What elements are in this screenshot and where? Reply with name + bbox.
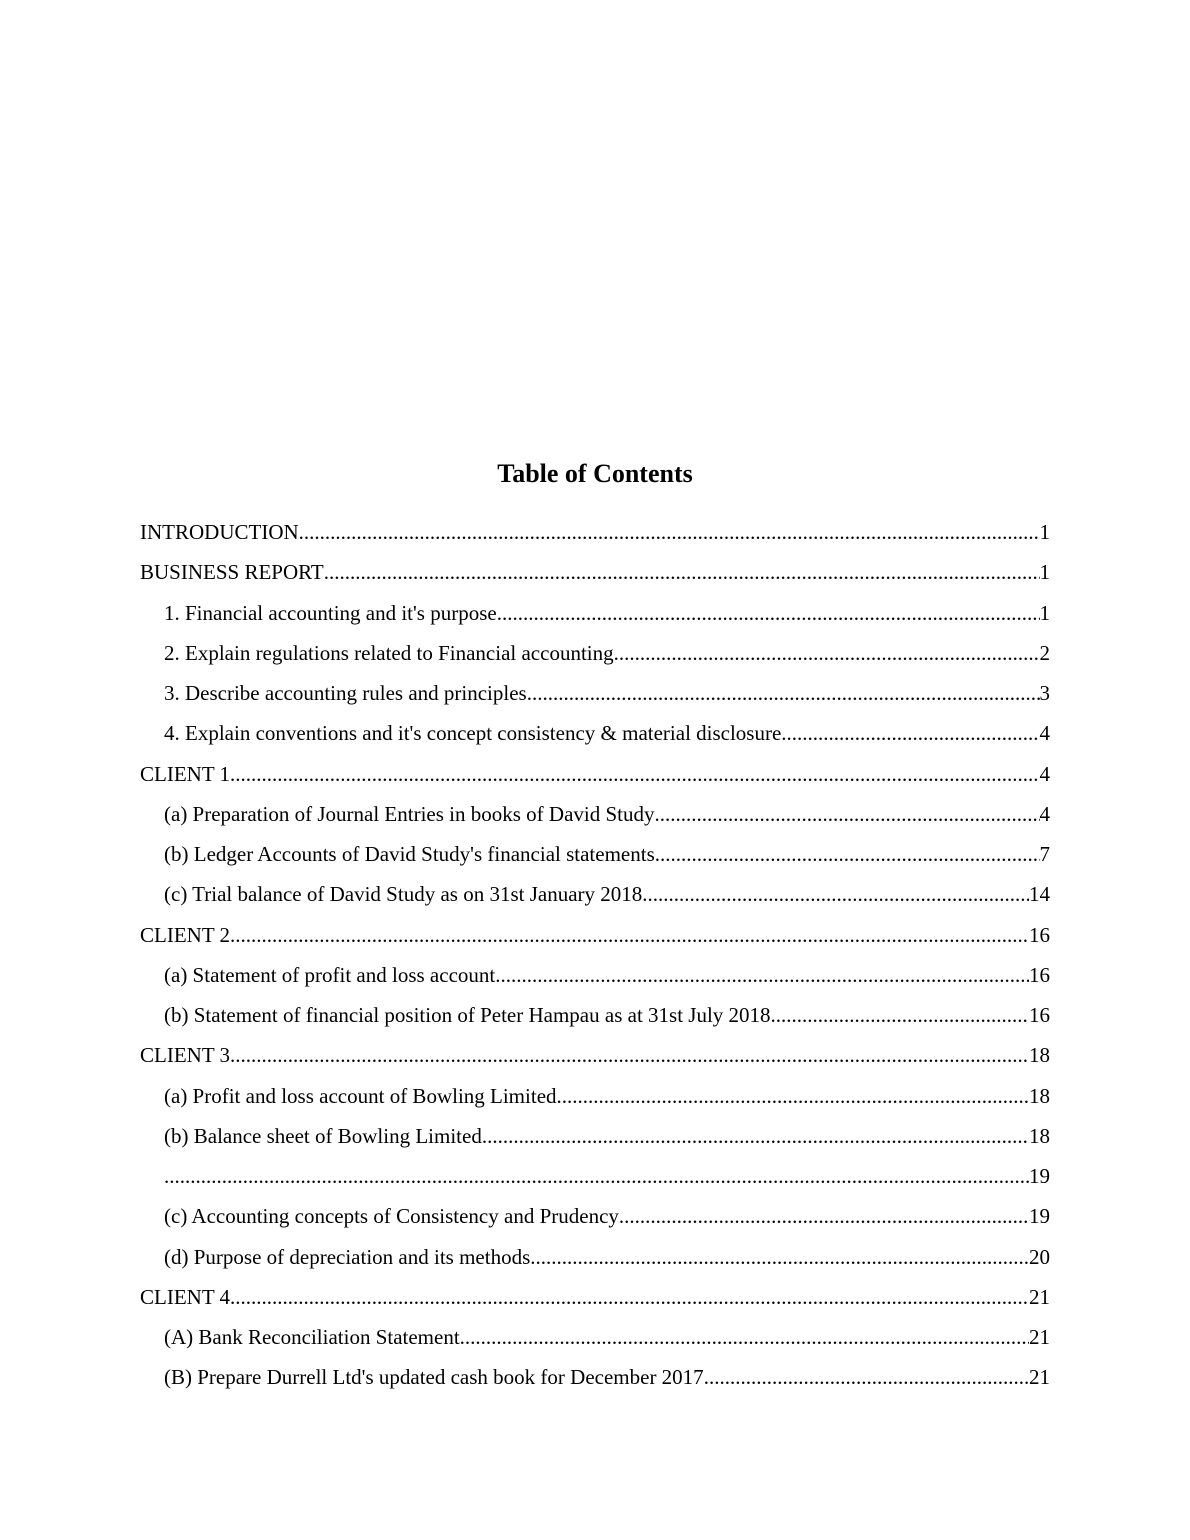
toc-entry[interactable] bbox=[140, 995, 1050, 1035]
toc-entry-text: CLIENT 1 bbox=[140, 761, 231, 786]
toc-dot-leader bbox=[530, 1237, 1029, 1277]
toc-entry-page-number: 14 bbox=[1029, 882, 1050, 907]
toc-entry-text: (b) Ledger Accounts of David Study's financial statements bbox=[164, 842, 655, 866]
toc-title: Table of Contents bbox=[497, 459, 693, 488]
toc-entry-page-number: 4 bbox=[1039, 801, 1050, 826]
toc-entry[interactable] bbox=[140, 593, 1050, 633]
toc-entry-page-number: 21 bbox=[1029, 1284, 1050, 1309]
toc-entry-text: INTRODUCTION bbox=[140, 520, 299, 544]
toc-dot-leader bbox=[324, 552, 1040, 592]
toc-dot-leader bbox=[164, 1156, 1029, 1196]
toc-entry-page-number: 18 bbox=[1029, 1043, 1050, 1068]
toc-dot-leader bbox=[527, 673, 1040, 713]
toc-dot-leader bbox=[230, 1035, 1029, 1075]
toc-entry-text: (A) Bank Reconciliation Statement bbox=[164, 1325, 460, 1349]
toc-entry[interactable] bbox=[140, 1277, 1050, 1317]
toc-entry-text: (b) Statement of financial position of Peter Hampau as at 31st July 2018 bbox=[164, 1003, 771, 1027]
toc-entry[interactable] bbox=[140, 1317, 1050, 1357]
toc-entry-page-number: 1 bbox=[1039, 600, 1050, 625]
toc-dot-leader bbox=[557, 1076, 1029, 1116]
toc-dot-leader bbox=[230, 1277, 1029, 1317]
toc-entry-text: (c) Trial balance of David Study as on 31st January 2018 bbox=[164, 882, 643, 907]
toc-list bbox=[140, 512, 1050, 1398]
toc-entry-page-number: 2 bbox=[1039, 640, 1050, 665]
toc-dot-leader bbox=[771, 995, 1029, 1035]
toc-entry[interactable] bbox=[140, 1035, 1050, 1075]
toc-entry-text: 4. Explain conventions and it's concept consistency & material disclosure bbox=[164, 721, 782, 746]
toc-dot-leader bbox=[655, 834, 1040, 874]
toc-entry-text: (B) Prepare Durrell Ltd's updated cash book for December 2017 bbox=[164, 1365, 704, 1390]
toc-dot-leader bbox=[642, 874, 1029, 914]
toc-entry-page-number: 18 bbox=[1029, 1083, 1050, 1108]
toc-entry-page-number: 19 bbox=[1029, 1204, 1050, 1229]
toc-entry[interactable] bbox=[140, 713, 1050, 753]
toc-dot-leader bbox=[704, 1357, 1029, 1397]
toc-entry-page-number: 3 bbox=[1039, 681, 1050, 705]
toc-entry[interactable] bbox=[140, 1196, 1050, 1236]
toc-entry[interactable] bbox=[140, 1116, 1050, 1156]
toc-dot-leader bbox=[230, 915, 1029, 955]
toc-entry-page-number: 16 bbox=[1029, 962, 1050, 987]
toc-dot-leader bbox=[781, 713, 1039, 753]
toc-entry-page-number: 16 bbox=[1029, 1003, 1050, 1027]
toc-entry-page-number: 20 bbox=[1029, 1244, 1050, 1269]
toc-dot-leader bbox=[497, 593, 1040, 633]
toc-entry-text: (d) Purpose of depreciation and its methods bbox=[164, 1244, 531, 1269]
toc-entry-text: 3. Describe accounting rules and principles bbox=[164, 681, 527, 705]
toc-dot-leader bbox=[460, 1317, 1029, 1357]
toc-dot-leader bbox=[614, 633, 1040, 673]
toc-dot-leader bbox=[655, 794, 1040, 834]
toc-entry-text: (a) Preparation of Journal Entries in books of David Study bbox=[164, 801, 655, 826]
toc-entry[interactable] bbox=[140, 552, 1050, 592]
toc-entry[interactable] bbox=[140, 794, 1050, 834]
toc-entry[interactable] bbox=[140, 1076, 1050, 1116]
toc-entry[interactable] bbox=[140, 874, 1050, 914]
toc-entry-page-number: 21 bbox=[1029, 1365, 1050, 1390]
toc-entry-text: (a) Profit and loss account of Bowling Limited bbox=[164, 1083, 557, 1108]
toc-entry[interactable] bbox=[140, 1237, 1050, 1277]
toc-entry-page-number: 21 bbox=[1029, 1325, 1050, 1349]
toc-entry-page-number: 4 bbox=[1039, 761, 1050, 786]
toc-entry[interactable] bbox=[140, 633, 1050, 673]
toc-entry-page-number: 1 bbox=[1039, 520, 1050, 544]
toc-dot-leader bbox=[482, 1116, 1029, 1156]
toc-entry-text: 2. Explain regulations related to Financial accounting bbox=[164, 640, 614, 665]
toc-entry[interactable] bbox=[140, 1156, 1050, 1196]
toc-entry[interactable] bbox=[140, 834, 1050, 874]
toc-entry-text: 1. Financial accounting and it's purpose bbox=[164, 600, 497, 625]
toc-entry[interactable] bbox=[140, 915, 1050, 955]
toc-entry[interactable] bbox=[140, 955, 1050, 995]
toc-entry-text: CLIENT 3 bbox=[140, 1043, 231, 1068]
toc-entry-page-number: 7 bbox=[1039, 842, 1050, 866]
toc-entry[interactable] bbox=[140, 1357, 1050, 1397]
toc-entry-text: CLIENT 2 bbox=[140, 922, 231, 947]
toc-entry[interactable] bbox=[140, 512, 1050, 552]
toc-entry-text: CLIENT 4 bbox=[140, 1284, 231, 1309]
toc-entry-page-number: 16 bbox=[1029, 922, 1050, 947]
toc-entry-page-number: 18 bbox=[1029, 1123, 1050, 1148]
toc-entry-page-number: 19 bbox=[1029, 1164, 1050, 1188]
toc-dot-leader bbox=[299, 512, 1040, 552]
toc-entry-page-number: 4 bbox=[1039, 721, 1050, 746]
toc-entry-page-number: 1 bbox=[1039, 560, 1050, 585]
toc-entry[interactable] bbox=[140, 673, 1050, 713]
toc-entry-text: (a) Statement of profit and loss account bbox=[164, 962, 496, 987]
toc-entry-text: BUSINESS REPORT bbox=[140, 560, 324, 585]
toc-dot-leader bbox=[619, 1196, 1029, 1236]
toc-dot-leader bbox=[495, 955, 1029, 995]
toc-entry[interactable] bbox=[140, 754, 1050, 794]
toc-entry-text: (b) Balance sheet of Bowling Limited bbox=[164, 1123, 482, 1148]
toc-dot-leader bbox=[230, 754, 1039, 794]
toc-entry-text: (c) Accounting concepts of Consistency and Prudency bbox=[164, 1204, 619, 1229]
